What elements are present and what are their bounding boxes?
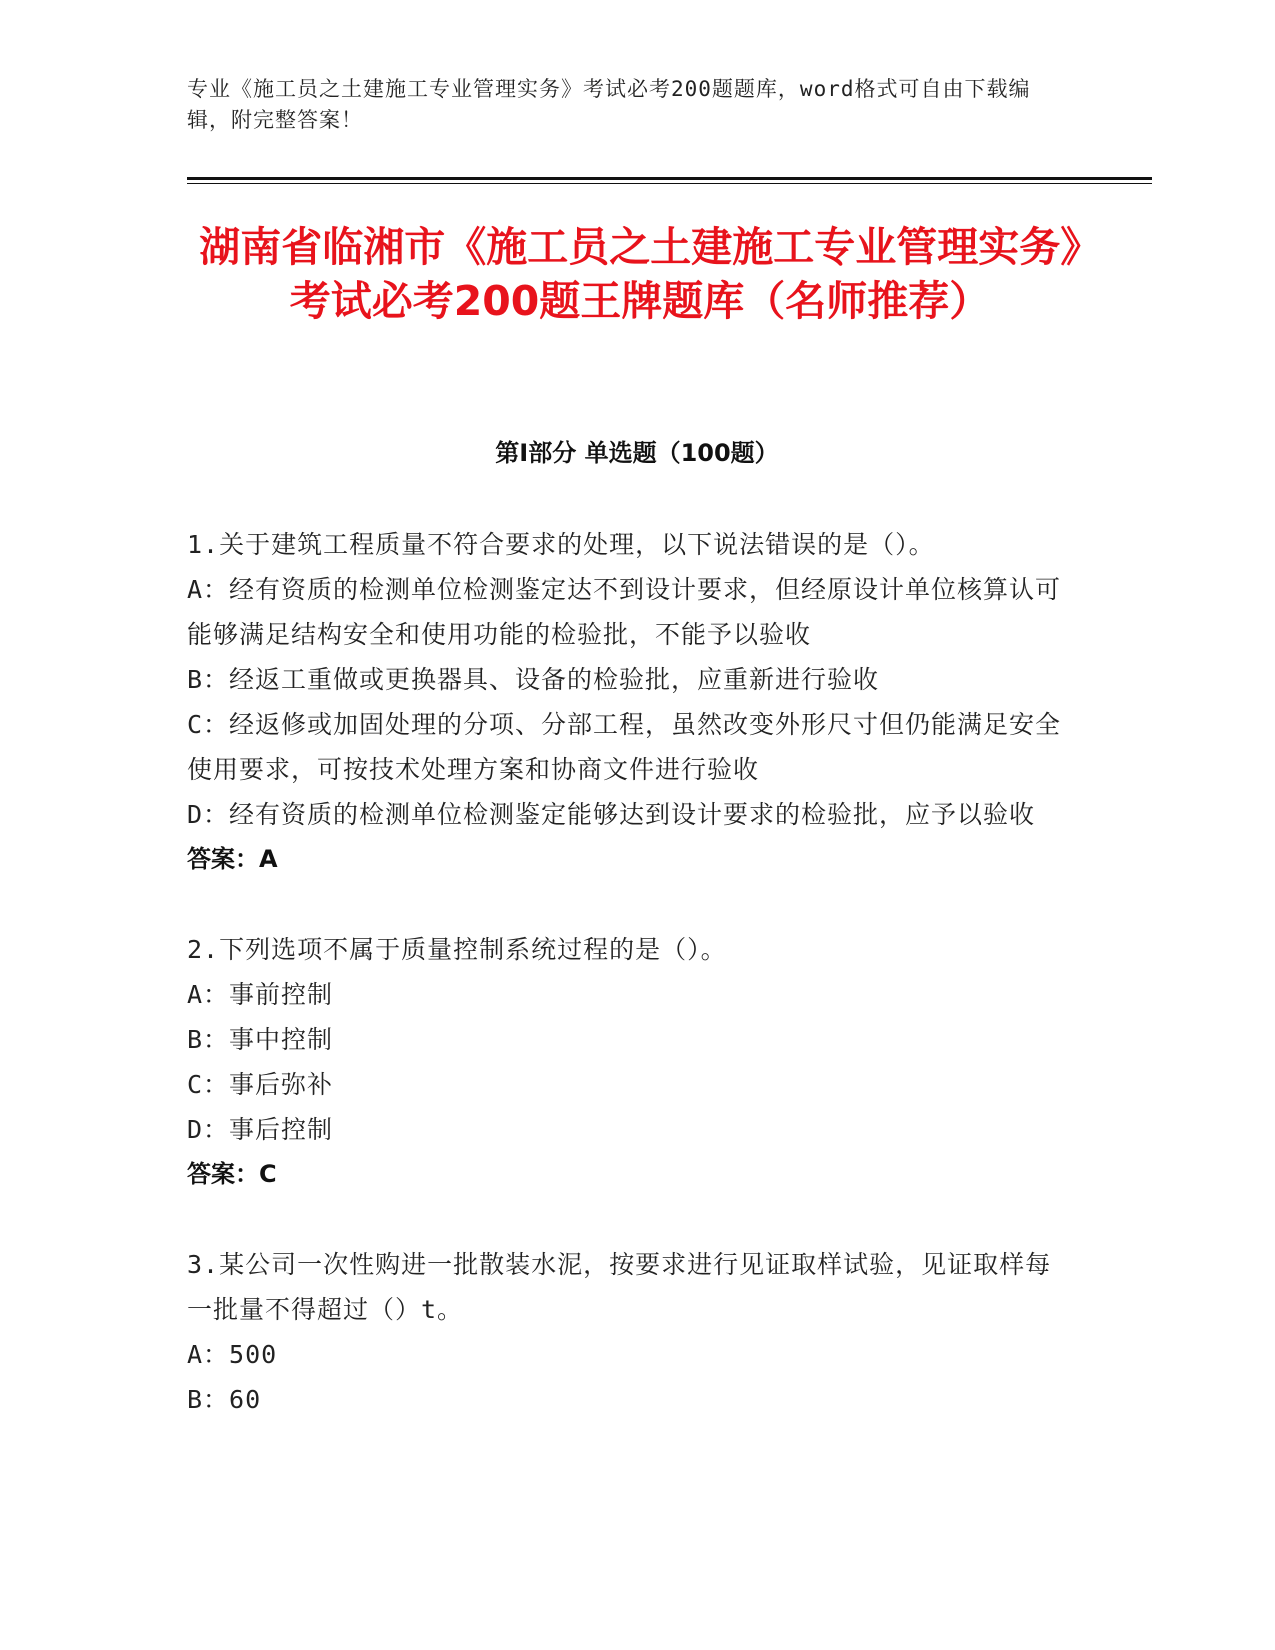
answer: 答案：A xyxy=(187,845,278,873)
question-list xyxy=(187,522,1067,1467)
question-text: 3.某公司一次性购进一批散装水泥，按要求进行见证取样试验，见证取样每一批量不得超过（）t。 xyxy=(187,1250,1052,1324)
question-3 xyxy=(187,1242,1067,1422)
header-divider-thin xyxy=(187,183,1152,184)
option-a: A：500 xyxy=(187,1340,278,1369)
header-note: 专业《施工员之土建施工专业管理实务》考试必考200题题库，word格式可自由下载编辑，附完整答案！ xyxy=(187,77,1031,132)
section-heading: 第I部分 单选题（100题） xyxy=(495,439,779,467)
document-title: 湖南省临湘市《施工员之土建施工专业管理实务》考试必考200题王牌题库（名师推荐） xyxy=(199,223,1081,325)
option-a: A：事前控制 xyxy=(187,980,334,1009)
option-b: B：60 xyxy=(187,1385,262,1414)
option-c: C：事后弥补 xyxy=(187,1070,334,1099)
option-b: B：事中控制 xyxy=(187,1025,334,1054)
question-text: 2.下列选项不属于质量控制系统过程的是（）。 xyxy=(187,935,727,964)
question-2 xyxy=(187,927,1067,1197)
option-d: D：经有资质的检测单位检测鉴定能够达到设计要求的检验批，应予以验收 xyxy=(187,800,1036,829)
header-divider-thick xyxy=(187,177,1152,180)
question-text: 1.关于建筑工程质量不符合要求的处理，以下说法错误的是（）。 xyxy=(187,530,935,559)
option-d: D：事后控制 xyxy=(187,1115,334,1144)
question-1 xyxy=(187,522,1067,882)
option-a: A：经有资质的检测单位检测鉴定达不到设计要求，但经原设计单位核算认可能够满足结构安全和使用功能的检验批，不能予以验收 xyxy=(187,575,1062,649)
option-c: C：经返修或加固处理的分项、分部工程，虽然改变外形尺寸但仍能满足安全使用要求，可按技术处理方案和协商文件进行验收 xyxy=(187,710,1062,784)
option-b: B：经返工重做或更换器具、设备的检验批，应重新进行验收 xyxy=(187,665,880,694)
answer: 答案：C xyxy=(187,1160,277,1188)
